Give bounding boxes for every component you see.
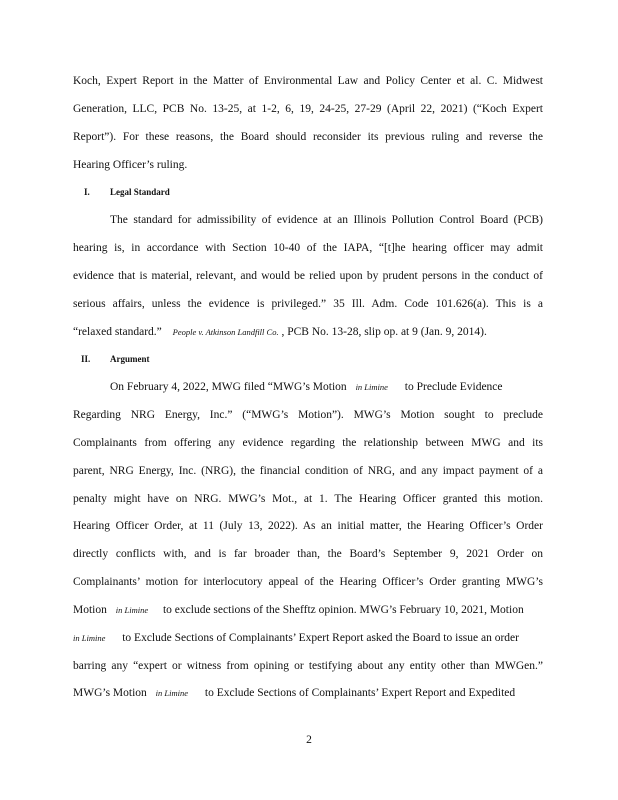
section-title: Legal Standard (110, 187, 170, 197)
para3-line-12 (73, 686, 515, 700)
para2-line-5 (73, 325, 487, 339)
para1-line-4: Hearing Officer’s ruling. (73, 159, 188, 171)
para3-line-10 (73, 631, 519, 645)
para3-line-9 (73, 603, 524, 617)
italic-term: in Limine (355, 382, 388, 392)
para3-line-3: Complainants from offering any evidence regarding the relationship between MWG and its (73, 437, 543, 449)
page-number: 2 (306, 734, 312, 746)
text-fragment: to exclude sections of the Shefftz opinion. MWG’s February 10, 2021, Motion (162, 604, 524, 616)
para2-line-1: The standard for admissibility of evidence at an Illinois Pollution Control Board (PCB) (110, 214, 543, 226)
para3-line-11: barring any “expert or witness from opining or testifying about any entity other than MWGen.” (73, 660, 543, 672)
para3-line-6: Hearing Officer Order, at 11 (July 13, 2022). As an initial matter, the Hearing Officer’s Order (73, 520, 543, 532)
section-title: Argument (110, 354, 150, 364)
italic-term: in Limine (115, 605, 149, 615)
para3-line-1 (110, 380, 503, 394)
text-fragment: to Exclude Sections of Complainants’ Expert Report and Expedited (204, 687, 516, 699)
para2-line-4: serious affairs, unless the evidence is privileged.” 35 Ill. Adm. Code 101.626(a). This is a (73, 298, 543, 310)
text-fragment: MWG’s Motion (73, 687, 147, 699)
para3-line-2: Regarding NRG Energy, Inc.” (“MWG’s Motion”). MWG’s Motion sought to preclude (73, 409, 543, 421)
para1-line-2: Generation, LLC, PCB No. 13-25, at 1-2, 6, 19, 24-25, 27-29 (April 22, 2021) (“Koch Expert (73, 103, 543, 115)
para3-line-8: Complainants’ motion for interlocutory appeal of the Hearing Officer’s Order granting MWG’s (73, 576, 543, 588)
text-fragment: to Exclude Sections of Complainants’ Expert Report asked the Board to issue an order (122, 632, 519, 644)
text-fragment: “relaxed standard.” (73, 326, 162, 338)
para2-line-2: hearing is, in accordance with Section 10-40 of the IAPA, “[t]he hearing officer may admit (73, 242, 543, 254)
para1-line-1: Koch, Expert Report in the Matter of Environmental Law and Policy Center et al. C. Midwest (73, 75, 543, 87)
section-number: II. (81, 354, 91, 364)
para3-line-7: directly conflicts with, and is far broader than, the Board’s September 9, 2021 Order on (73, 548, 543, 560)
para2-line-3: evidence that is material, relevant, and would be relied upon by prudent persons in the conduct of (73, 270, 543, 282)
para3-line-4: parent, NRG Energy, Inc. (NRG), the financial condition of NRG, and any impact payment of a (73, 465, 543, 477)
text-fragment: On February 4, 2022, MWG filed “MWG’s Motion (110, 381, 347, 393)
text-fragment: to Preclude Evidence (404, 381, 503, 393)
italic-term: in Limine (73, 633, 106, 643)
para1-line-3: Report”). For these reasons, the Board should reconsider its previous ruling and reverse the (73, 131, 543, 143)
italic-term: in Limine (155, 688, 189, 698)
text-fragment: , PCB No. 13-28, slip op. at 9 (Jan. 9, 2014). (278, 326, 487, 338)
section-number: I. (84, 187, 90, 197)
para3-line-5: penalty might have on NRG. MWG’s Mot., at 1. The Hearing Officer granted this motion. (73, 493, 543, 505)
case-citation: People v. Atkinson Landfill Co. (172, 327, 279, 337)
text-fragment: Motion (73, 604, 107, 616)
